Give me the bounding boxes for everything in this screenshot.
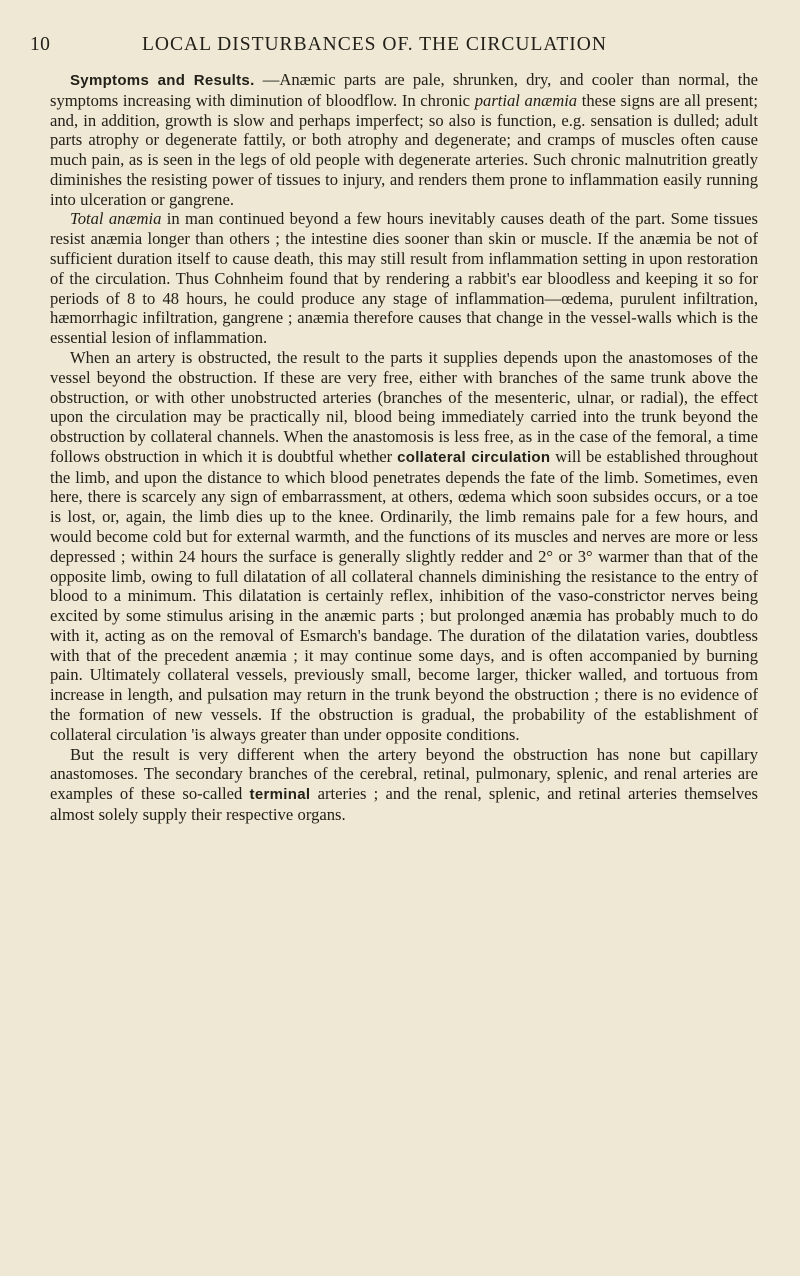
paragraph-arterial-obstruction [50,348,758,745]
text-run: But the result is very different when the artery beyond the obstruction has none but capillary anastomoses. The secondary branches of the cerebral, retinal, pulmonary, splenic, and renal arteries are examples of these so-called [50,744,758,804]
text-run: When an artery is obstructed, the result to the parts it supplies depends upon the anastomoses of the vessel beyond the obstruction. If these are very free, either with branches of the same trunk above the obstruction, or with other unobstructed arteries (branches of the mesenteric, ulnar, or radial), the effect upon the circulation may be practically nil, blood being immediately carried into the trunk beyond the obstruction by collateral channels. When the anastomosis is less free, as in the case of the femoral, a time follows obstruction in which it is doubtful whether [50,347,758,466]
italic-term: Total anæmia [70,209,162,229]
text-run: these signs are all present; and, in addition, growth is slow and perhaps imperfect; so also is function, e.g. sensation is dulled; adult parts atrophy or degenerate fattily, or both atrophy and degenerate; and cramps of muscles often cause much pain, as is seen in the legs of old people with degenerate arteries. Such chronic malnutrition greatly diminishes the resisting power of tissues to injury, and renders them prone to inflammation easily running into ulceration or gangrene. [50,90,758,209]
section-sidehead: Symptoms and Results. [70,72,255,89]
body-text [50,70,758,825]
text-run: will be established throughout the limb, and upon the distance to which blood penetrates depends the fate of the limb. Sometimes, even here, there is scarcely any sign of embarrassment, at others, œdema which soon subsides occurs, or a toe is lost, or, again, the limb dies up to the knee. Ordinarily, the limb remains pale for a few hours, and would become cold but for external warmth, and the functions of its muscles and nerves are more or less depressed ; within 24 hours the surface is generally slightly redder and 2° or 3° warmer than that of the opposite limb, owing to full dilatation of all collateral channels diminishing the resistance to the entry of blood to a minimum. This dilatation is certainly reflex, inhibition of the vaso-constrictor nerves being excited by some stimulus arising in the anæmic parts ; but prolonged anæmia has probably much to do with it, acting as on the removal of Esmarch's bandage. The duration of the dilatation varies, doubtless with that of the precedent anæmia ; it may continue some days, and is often accompanied by burning pain. Ultimately collateral vessels, previously small, become larger, thicker walled, and tortuous from increase in length, and pulsation may return in the trunk beyond the obstruction ; there is no evidence of the formation of new vessels. If the obstruction is gradual, the probability of the establishment of collateral circulation 'is always greater than under opposite conditions. [50,446,759,744]
bold-term: terminal [249,786,311,804]
paragraph-total-anaemia [50,209,758,347]
paragraph-symptoms-and-results [50,70,758,209]
text-run: —Anæmic parts are pale, shrunken, dry, and cooler than normal, the symptoms increasing with diminution of bloodflow. In chronic [50,70,758,110]
paragraph-terminal-arteries [50,745,758,825]
text-run: arteries ; and the renal, splenic, and retinal arteries themselves almost solely supply their respective organs. [50,784,758,824]
text-run: in man continued beyond a few hours inevitably causes death of the part. Some tissues resist anæmia longer than others ; the intestine dies sooner than skin or muscle. If the anæmia be not of sufficient duration itself to cause death, this may still result from inflammation setting in upon restoration of the circulation. Thus Cohnheim found that by rendering a rabbit's ear bloodless and keeping it so for periods of 8 to 48 hours, he could produce any stage of inflammation—œdema, purulent infiltration, hæmorrhagic infiltration, gangrene ; anæmia therefore causes that change in the vessel-walls which is the essential lesion of inflammation. [50,209,758,348]
bold-term: collateral circulation [397,448,551,466]
italic-term: partial anæmia [474,90,578,110]
page-number: 10 [30,34,51,55]
page-header [30,34,730,60]
running-head: LOCAL DISTURBANCES OF. THE CIRCULATION [142,34,607,55]
